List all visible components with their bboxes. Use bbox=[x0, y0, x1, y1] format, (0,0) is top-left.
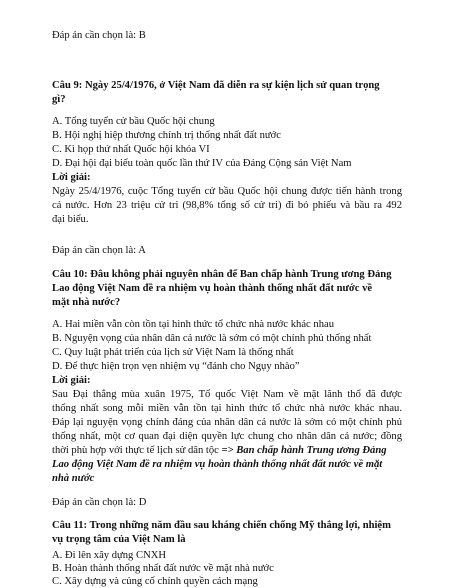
q10-option-d: D. Để thực hiện trọn vẹn nhiệm vụ “đánh cho Ngụy nhào” bbox=[52, 361, 300, 372]
q9-option-b: B. Hội nghị hiệp thương chính trị thống nhất đất nước bbox=[52, 130, 281, 141]
q10-solution-plain: thời phù hợp với thực tế lịch sử dân tộc bbox=[52, 445, 222, 456]
q10-solution-conclusion: nhà nước bbox=[52, 473, 95, 484]
q10-solution-line: Sau Đại thắng mùa xuân 1975, Tổ quốc Việt Nam về mặt lãnh thổ đã được bbox=[52, 389, 402, 400]
q9-option-a: A. Tổng tuyển cử bầu Quốc hội chung bbox=[52, 116, 215, 127]
q10-solution-line: Đáp lại nguyện vọng chính đáng của nhân dân cả nước là sớm có một chính phủ bbox=[52, 417, 402, 428]
answer-line-previous: Đáp án cần chọn là: B bbox=[52, 30, 146, 41]
q10-solution-line: thống nhất song mỗi miền vẫn tồn tại hình thức tổ chức nhà nước khác nhau. bbox=[52, 403, 402, 414]
q9-answer: Đáp án cần chọn là: A bbox=[52, 245, 146, 256]
q10-solution-line: thống nhất, một cơ quan đại diện quyền lực chung cho nhân dân cả nước; đồng bbox=[52, 431, 402, 442]
q9-solution-line: Ngày 25/4/1976, cuộc Tổng tuyển cử bầu Quốc hội chung được tiến hành trong bbox=[52, 186, 402, 197]
question-11-title-cont: vụ trọng tâm của Việt Nam là bbox=[52, 534, 186, 545]
q10-solution-line-mixed bbox=[52, 444, 387, 457]
question-10-title-cont: Lao động Việt Nam đề ra nhiệm vụ hoàn thành thống nhất đất nước về bbox=[52, 283, 373, 294]
q10-answer: Đáp án cần chọn là: D bbox=[52, 497, 147, 508]
q10-solution-label: Lời giải: bbox=[52, 375, 91, 386]
q9-solution-line: cả nước. Hơn 23 triệu cử tri (98,8% tổng số cử tri) đi bỏ phiếu và bầu ra 492 bbox=[52, 200, 402, 211]
q10-solution-conclusion: Lao động Việt Nam đề ra nhiệm vụ hoàn thành thống nhất đất nước về mặt bbox=[52, 459, 383, 470]
question-10-title-cont: mặt nhà nước? bbox=[52, 297, 121, 308]
q9-option-d: D. Đại hội đại biểu toàn quốc lần thứ IV của Đảng Cộng sản Việt Nam bbox=[52, 158, 352, 169]
q10-option-c: C. Quy luật phát triển của lịch sử Việt Nam là thống nhất bbox=[52, 347, 294, 358]
question-9-title-cont: gì? bbox=[52, 94, 66, 105]
q10-option-a: A. Hai miền vẫn còn tồn tại hình thức tổ chức nhà nước khác nhau bbox=[52, 319, 335, 330]
q9-option-c: C. Kì họp thứ nhất Quốc hội khóa VI bbox=[52, 144, 210, 155]
q11-option-b: B. Hoàn thành thống nhất đất nước về mặt nhà nước bbox=[52, 563, 274, 574]
question-9-title: Câu 9: Ngày 25/4/1976, ở Việt Nam đã diễn ra sự kiện lịch sử quan trọng bbox=[52, 80, 380, 91]
q9-solution-line: đại biểu. bbox=[52, 214, 89, 225]
q9-solution-label: Lời giải: bbox=[52, 172, 91, 183]
q10-option-b: B. Nguyện vọng của nhân dân cả nước là sớm có một chính phủ thống nhất bbox=[52, 333, 372, 344]
q11-option-c: C. Xây dựng và củng cố chính quyền cách mạng bbox=[52, 576, 258, 587]
question-11-title: Câu 11: Trong những năm đầu sau kháng chiến chống Mỹ thắng lợi, nhiệm bbox=[52, 520, 391, 531]
question-10-title: Câu 10: Đâu không phải nguyên nhân để Ban chấp hành Trung ương Đảng bbox=[52, 269, 392, 280]
q10-solution-conclusion: => Ban chấp hành Trung ương Đảng bbox=[221, 445, 387, 456]
q11-option-a: A. Đi lên xây dựng CNXH bbox=[52, 550, 167, 561]
